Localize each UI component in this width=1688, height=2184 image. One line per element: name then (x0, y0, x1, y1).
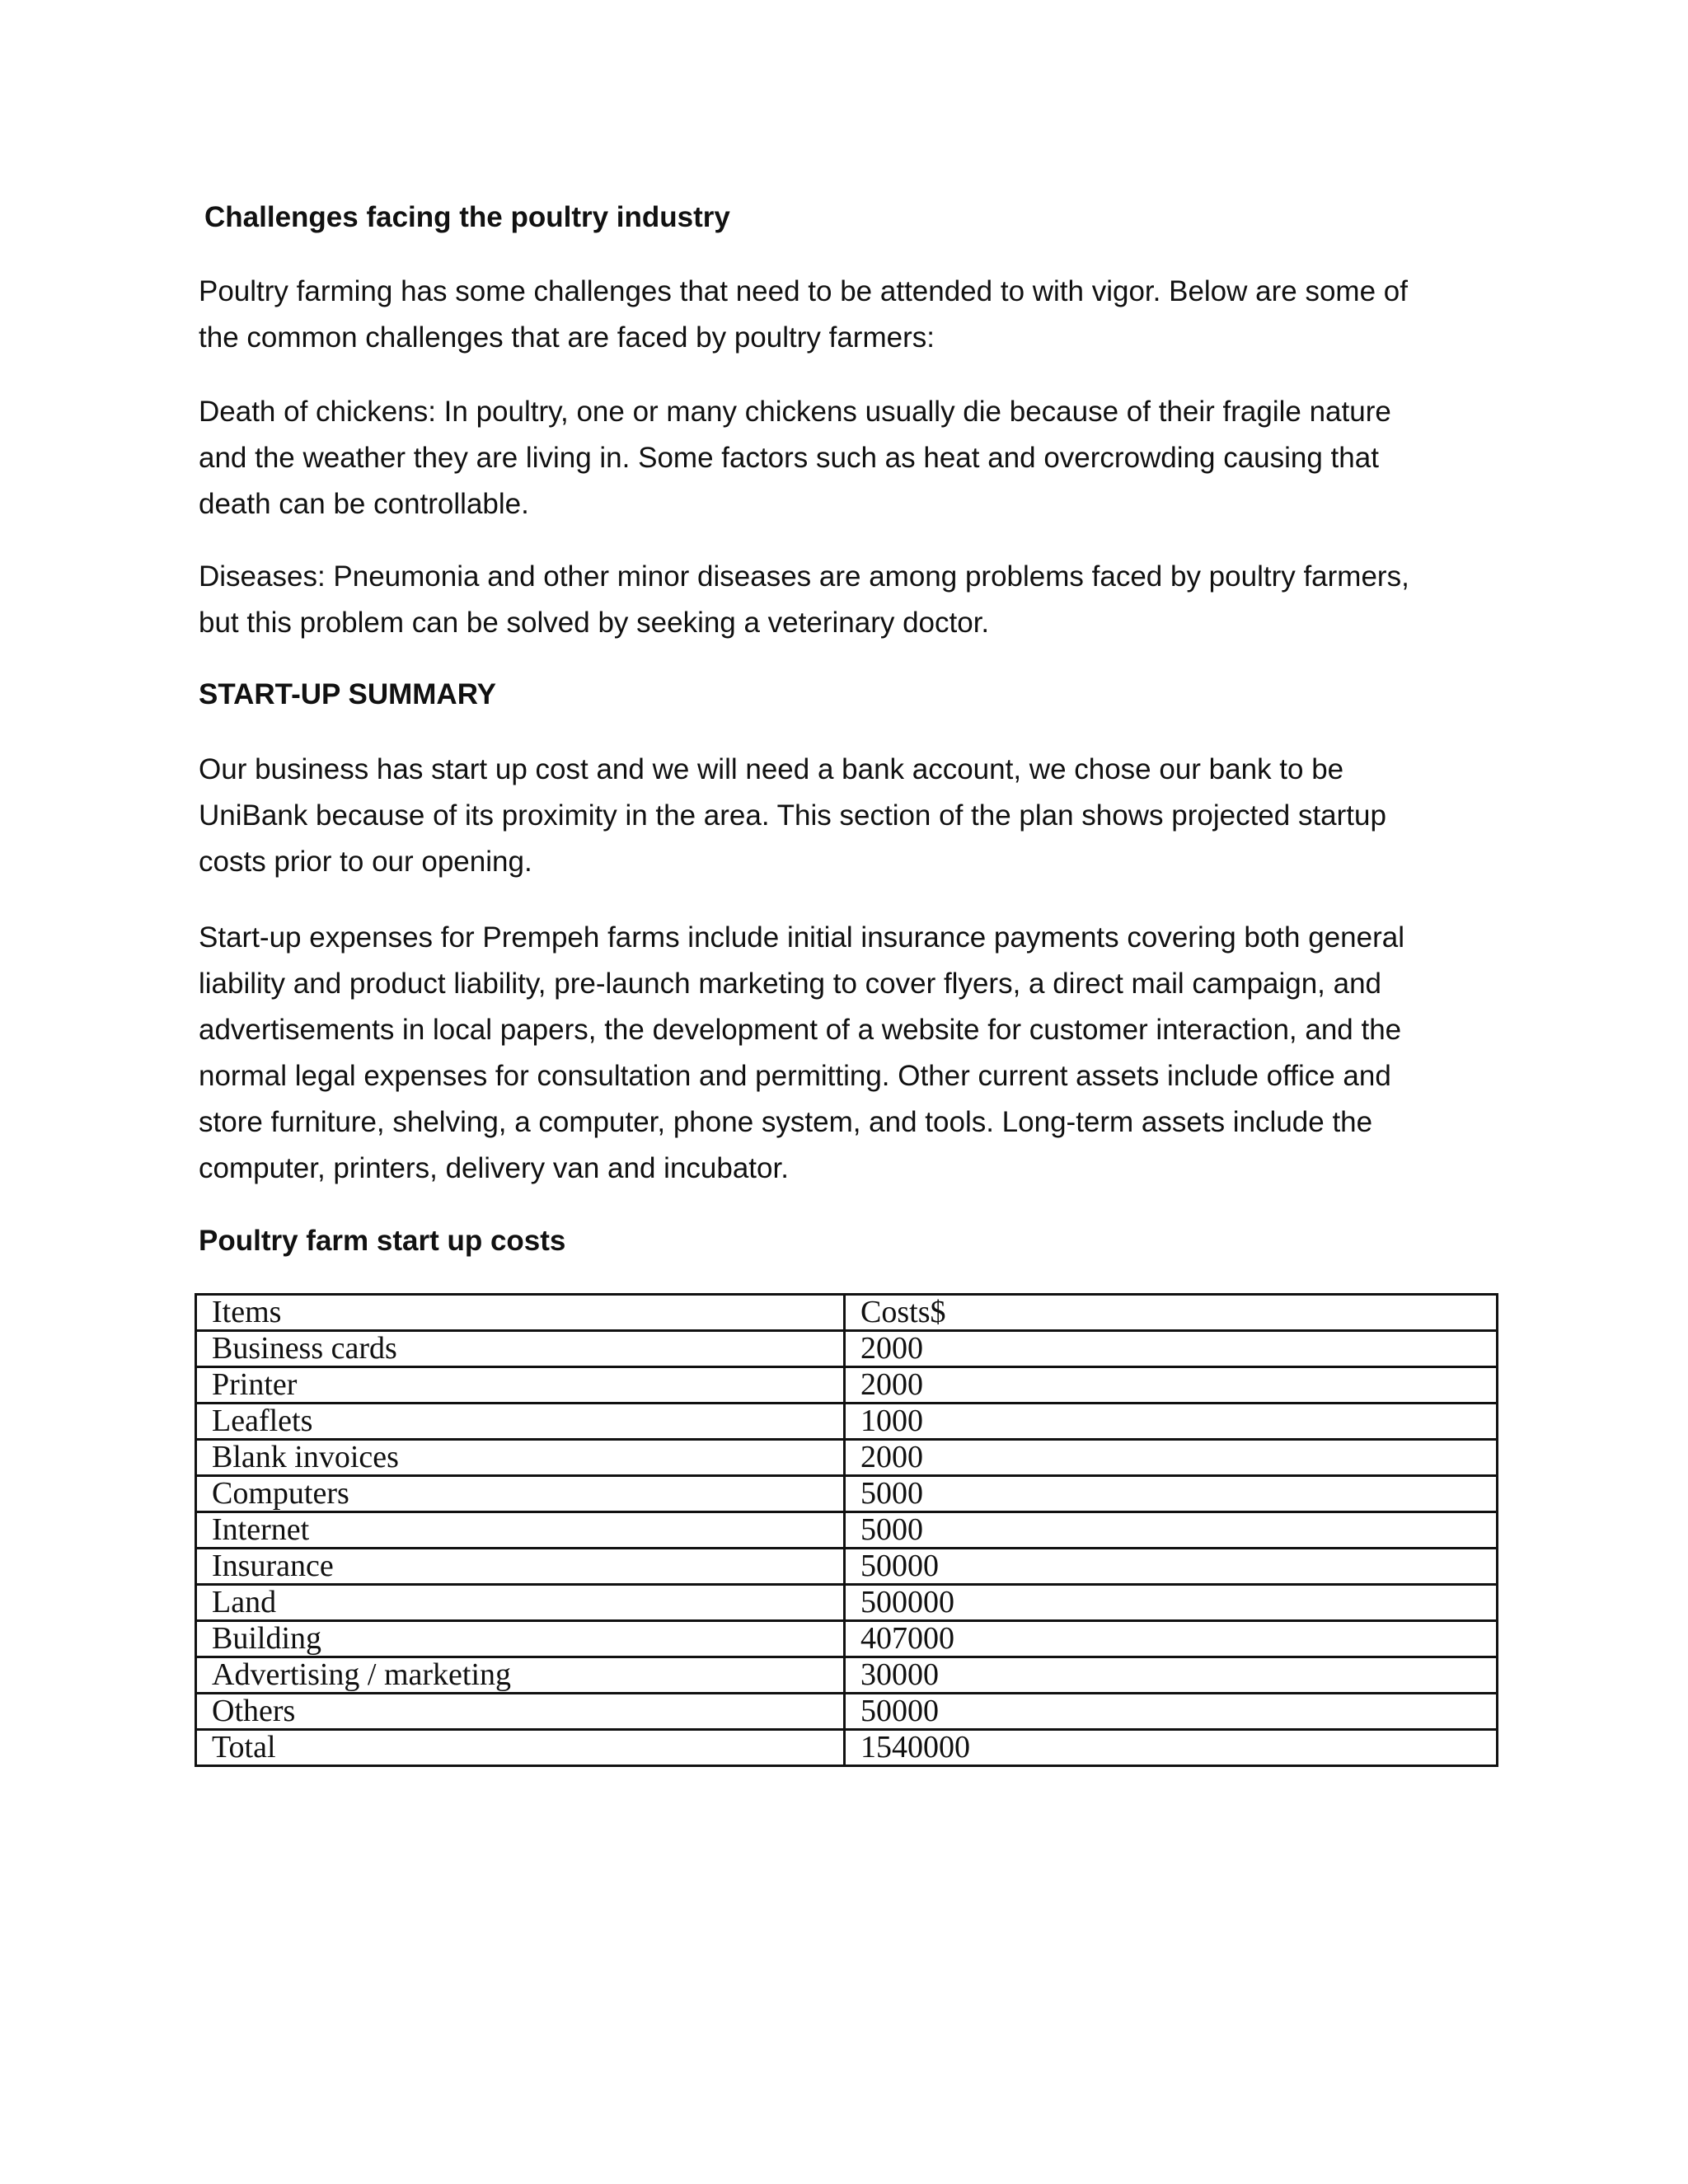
costs-column-header: Costs$ (845, 1295, 1498, 1331)
items-column-header: Items (196, 1295, 845, 1331)
text-line: liability and product liability, pre-launch marketing to cover flyers, a direct mail campaign, and (199, 968, 1382, 1000)
table-row (196, 1440, 1498, 1476)
text-line: store furniture, shelving, a computer, phone system, and tools. Long-term assets include the (199, 1106, 1373, 1138)
death-of-chickens-paragraph (199, 389, 1501, 527)
cost-cell: 2000 (845, 1367, 1498, 1404)
table-row (196, 1694, 1498, 1730)
table-total-row (196, 1730, 1498, 1766)
item-cell: Land (196, 1585, 845, 1621)
cost-cell: 2000 (845, 1331, 1498, 1367)
cost-cell: 500000 (845, 1585, 1498, 1621)
startup-expenses-paragraph (199, 915, 1501, 1192)
startup-costs-table (195, 1293, 1498, 1767)
cost-cell: 1000 (845, 1404, 1498, 1440)
text-line: Poultry farming has some challenges that need to be attended to with vigor. Below are some of (199, 275, 1408, 307)
item-cell: Printer (196, 1367, 845, 1404)
table-row (196, 1367, 1498, 1404)
cost-cell: 407000 (845, 1621, 1498, 1657)
text-line: but this problem can be solved by seeking a veterinary doctor. (199, 607, 990, 639)
table-row (196, 1657, 1498, 1694)
text-line: Start-up expenses for Prempeh farms include initial insurance payments covering both general (199, 921, 1404, 954)
text-line: normal legal expenses for consultation and permitting. Other current assets include office and (199, 1060, 1391, 1092)
text-line: computer, printers, delivery van and incubator. (199, 1152, 789, 1184)
startup-summary-heading: START-UP SUMMARY (199, 678, 497, 710)
cost-cell: 5000 (845, 1512, 1498, 1549)
total-label-cell: Total (196, 1730, 845, 1766)
item-cell: Others (196, 1694, 845, 1730)
item-cell: Computers (196, 1476, 845, 1512)
item-cell: Blank invoices (196, 1440, 845, 1476)
cost-cell: 50000 (845, 1694, 1498, 1730)
total-value-cell: 1540000 (845, 1730, 1498, 1766)
challenges-heading: Challenges facing the poultry industry (204, 201, 730, 233)
text-line: Our business has start up cost and we will need a bank account, we chose our bank to be (199, 753, 1344, 785)
text-line: costs prior to our opening. (199, 846, 532, 878)
table-row (196, 1549, 1498, 1585)
table-row (196, 1404, 1498, 1440)
table-header-row (196, 1295, 1498, 1331)
item-cell: Advertising / marketing (196, 1657, 845, 1694)
text-line: UniBank because of its proximity in the area. This section of the plan shows projected startup (199, 799, 1386, 832)
cost-cell: 30000 (845, 1657, 1498, 1694)
cost-cell: 50000 (845, 1549, 1498, 1585)
text-line: death can be controllable. (199, 488, 529, 520)
table-row (196, 1585, 1498, 1621)
text-line: Death of chickens: In poultry, one or many chickens usually die because of their fragile nature (199, 396, 1391, 428)
text-line: advertisements in local papers, the development of a website for customer interaction, and the (199, 1014, 1402, 1046)
text-line: and the weather they are living in. Some factors such as heat and overcrowding causing that (199, 442, 1379, 474)
item-cell: Leaflets (196, 1404, 845, 1440)
item-cell: Internet (196, 1512, 845, 1549)
text-line: the common challenges that are faced by poultry farmers: (199, 321, 935, 354)
table-row (196, 1621, 1498, 1657)
bank-account-paragraph (199, 747, 1501, 885)
table-row (196, 1331, 1498, 1367)
diseases-paragraph (199, 554, 1501, 646)
table-row (196, 1476, 1498, 1512)
challenges-intro-paragraph (199, 269, 1501, 361)
cost-cell: 2000 (845, 1440, 1498, 1476)
cost-cell: 5000 (845, 1476, 1498, 1512)
text-line: Diseases: Pneumonia and other minor diseases are among problems faced by poultry farmers, (199, 560, 1409, 593)
table-row (196, 1512, 1498, 1549)
costs-table-heading: Poultry farm start up costs (199, 1225, 566, 1257)
item-cell: Insurance (196, 1549, 845, 1585)
item-cell: Building (196, 1621, 845, 1657)
item-cell: Business cards (196, 1331, 845, 1367)
